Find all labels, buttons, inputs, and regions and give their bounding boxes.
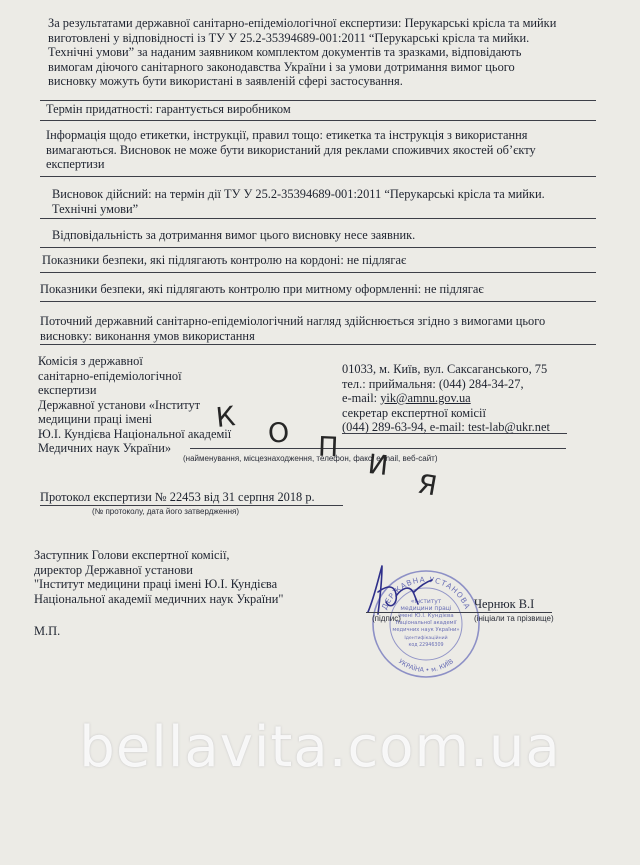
secretary: секретар експертної комісії (342, 405, 486, 420)
seal-ring-top: ДЕРЖАВНА УСТАНОВА (379, 574, 473, 612)
email-link[interactable]: yik@amnu.gov.ua (380, 391, 471, 405)
seal-text: «Інститут (410, 598, 442, 605)
supervision-paragraph: Поточний державний санітарно-епідеміологічний нагляд здійснюється згідно з вимогами цього висновку: виконання умов використання (40, 314, 546, 343)
signatory-name: Чернюк В.І (474, 597, 535, 611)
divider (40, 247, 596, 248)
copy-stamp-letter: О (266, 417, 291, 450)
divider (40, 344, 596, 345)
conclusion-line: виготовлені у відповідності із ТУ У 25.2-35394689-001:2011 “Перукарські крісла та мийки. (48, 30, 530, 45)
seal-text: медичних наук України» (392, 627, 460, 633)
conclusion-line: Технічні умови” за наданим заявником комплектом документів та зразками, відповідають (48, 45, 522, 59)
signature-caption: (підпис) (372, 614, 401, 623)
signature-line (366, 612, 472, 613)
signatory-block: Заступник Голови експертної комісії, директор Державної установи "Інститут медицини праці імені Ю.І. Кундієва Національної академії медичних наук України" (34, 548, 284, 606)
divider (40, 301, 596, 302)
seal-text: Ідентифікаційний (404, 636, 448, 641)
site-watermark: bellavita.com.ua (79, 715, 561, 780)
divider (40, 100, 596, 101)
email-line: e-mail: yik@amnu.gov.ua (342, 391, 471, 405)
border-control: Показники безпеки, які підлягають контролю на кордоні: не підлягає (42, 253, 407, 267)
conclusion-line: висновку можуть бути використані в заявленій сфері застосування. (48, 74, 403, 88)
customs-control: Показники безпеки, які підлягають контролю при митному оформленні: не підлягає (40, 282, 484, 296)
divider (40, 120, 596, 121)
divider (40, 272, 596, 273)
conclusion-line: За результатами державної санітарно-епідеміологічної експертизи: Перукарські крісла та мийки (48, 16, 557, 30)
copy-stamp-letter: И (366, 449, 390, 482)
responsibility: Відповідальність за дотримання вимог цього висновку несе заявник. (52, 228, 416, 242)
copy-stamp-letter: К (214, 401, 237, 434)
divider (190, 448, 566, 449)
secretary-phone: (044) 289-63-94, e-mail: test-lab@ukr.net (342, 420, 550, 434)
contacts-caption: (найменування, місцезнаходження, телефон, факс, e-mail, веб-сайт) (183, 454, 438, 463)
copy-stamp-letter: П (317, 431, 339, 464)
divider (40, 505, 343, 506)
seal-text: Національної академії (395, 620, 457, 626)
seal-text: код 22946309 (408, 643, 444, 648)
seal-text: медицини праці (400, 605, 452, 612)
labeling-paragraph: Інформація щодо етикетки, інструкції, правил тощо: етикетка та інструкція з використання вимагаються. Висновок не може бути використаний для реклами споживчих якостей об’єкту експертизи (46, 128, 536, 171)
shelf-life: Термін придатності: гарантується виробником (46, 102, 291, 116)
seal-text: імені Ю.І. Кундієва (398, 613, 454, 619)
mp-label: М.П. (34, 624, 61, 638)
protocol-caption: (№ протоколу, дата його затвердження) (92, 507, 240, 516)
protocol: Протокол експертизи № 22453 від 31 серпня 2018 р. (40, 490, 315, 504)
divider (342, 433, 567, 434)
name-caption: (ініціали та прізвище) (474, 614, 554, 623)
commission-name: Комісія з державної санітарно-епідеміологічної експертизи Державної установи «Інститут медицини праці імені Ю.І. Кундієва Національної академії Медичних наук України» (38, 354, 232, 455)
conclusion-paragraph (48, 16, 556, 89)
name-line (466, 612, 552, 613)
divider (40, 218, 596, 219)
conclusion-line: вимогам діючого санітарного законодавства України і за умови дотримання вимог цього (48, 59, 515, 74)
validity-paragraph: Висновок дійсний: на термін дії ТУ У 25.2-35394689-001:2011 “Перукарські крісла та мийки. Технічні умови” (52, 187, 545, 216)
seal-ring-bottom: УКРАЇНА • м. КИЇВ (396, 657, 456, 675)
commission-contacts (342, 362, 550, 435)
phone: тел.: приймальня: (044) 284-34-27, (342, 376, 524, 391)
copy-stamp-letter: Я (415, 468, 440, 503)
address: 01033, м. Київ, вул. Саксаганського, 75 (342, 362, 548, 376)
divider (40, 176, 596, 177)
